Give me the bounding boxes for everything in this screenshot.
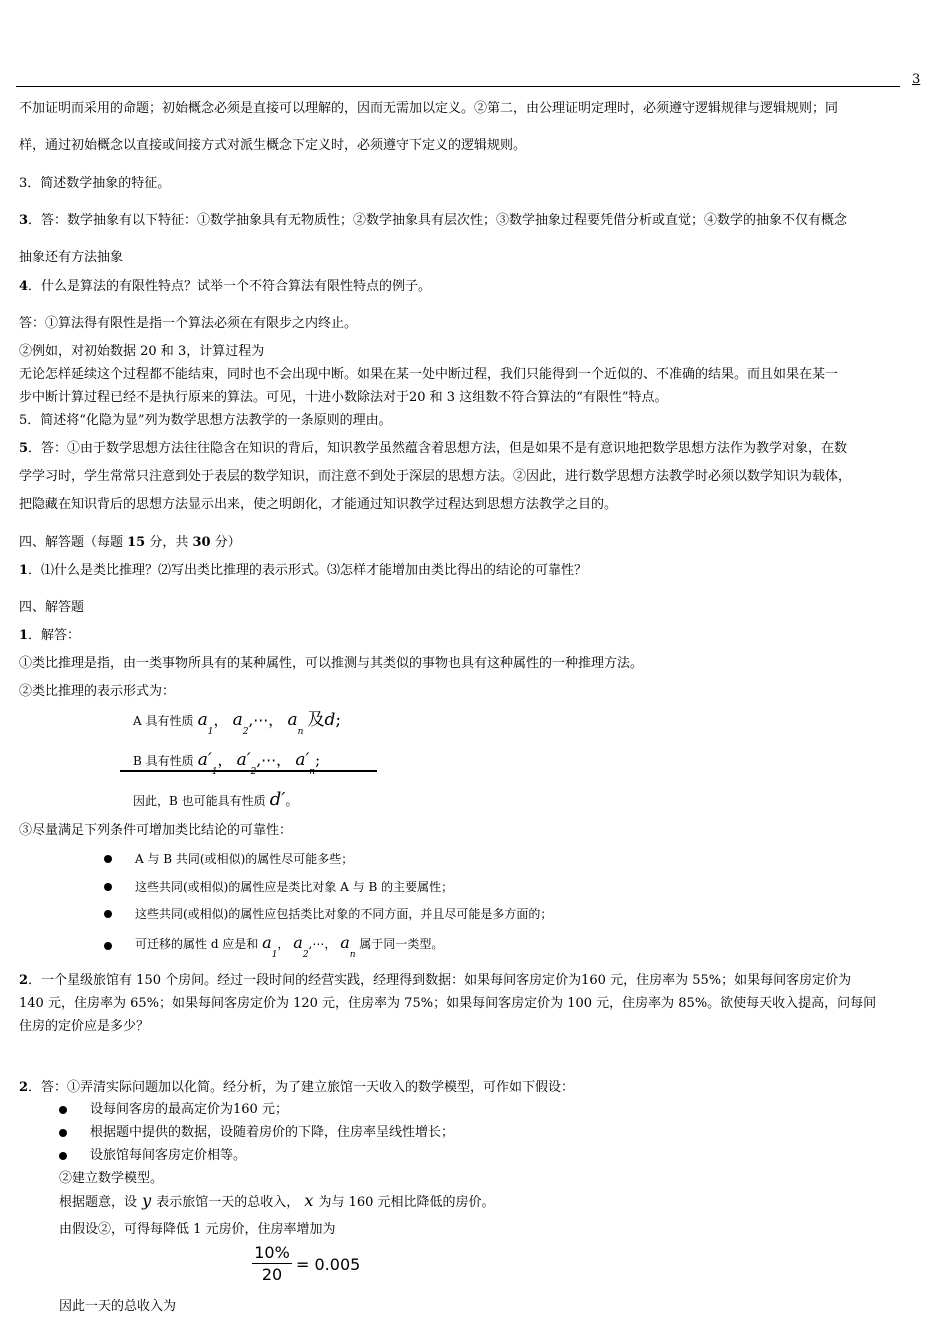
bullet-icon [104, 883, 112, 891]
formula-line-b: B 具有性质 $a'_1$， $a'_2,\cdots$， $a'_n$; [133, 750, 321, 777]
header-rule [16, 86, 900, 87]
bullet-icon [59, 1106, 67, 1114]
text-line: 140 元，住房率为 65%；如果每间客房定价为 120 元，住房率为 75%；如果每间客房定价为 100 元，住房率为 85%。欲使每天收入提高，问每间 [19, 996, 877, 1011]
fraction [252, 1243, 292, 1284]
bullet-icon [104, 942, 112, 950]
answer-1: 1．解答： [19, 628, 81, 643]
text-line: 学学习时，学生常常只注意到处于表层的数学知识，而注意不到处于深层的思想方法。②因此，进行数学思想方法教学时必须以数学知识为载体， [19, 469, 852, 484]
text-line: 把隐藏在知识背后的思想方法显示出来，使之明朗化，才能通过知识教学过程达到思想方法教学之目的。 [19, 497, 618, 512]
text-line: 住房的定价应是多少？ [19, 1019, 150, 1034]
question-1: 1．⑴什么是类比推理？⑵写出类比推理的表示形式。⑶怎样才能增加由类比得出的结论的可靠性？ [19, 563, 588, 578]
question-3: 3．简述数学抽象的特征。 [19, 176, 171, 191]
bullet-item: 设旅馆每间客房定价相等。 [90, 1148, 247, 1163]
question-4: 4．什么是算法的有限性特点？试举一个不符合算法有限性特点的例子。 [19, 279, 432, 294]
text-line: ②建立数学模型。 [59, 1171, 164, 1186]
text-line: 无论怎样延续这个过程都不能结束，同时也不会出现中断。如果在某一处中断过程，我们只能得到一个近似的、不准确的结果。而且如果在某一 [19, 367, 839, 382]
bullet-item: 这些共同(或相似)的属性应包括类比对象的不同方面，并且尽可能是多方面的； [135, 907, 553, 921]
bullet-item: 设每间客房的最高定价为160 元； [90, 1102, 288, 1117]
fraction-denominator: 20 [261, 1265, 283, 1284]
bullet-item: 根据题中提供的数据，设随着房价的下降，住房率呈线性增长； [90, 1125, 455, 1140]
bullet-icon [104, 910, 112, 918]
text-line: 不加证明而采用的命题；初始概念必须是直接可以理解的，因而无需加以定义。②第二，由公理证明定理时，必须遵守逻辑规律与逻辑规则；同 [19, 101, 839, 116]
text-line: ①类比推理是指，由一类事物所具有的某种属性，可以推测与其类似的事物也具有这种属性的一种推理方法。 [19, 656, 644, 671]
question-5: 5．简述将“化隐为显”列为数学思想方法教学的一条原则的理由。 [19, 413, 392, 428]
text-line: 样，通过初始概念以直接或间接方式对派生概念下定义时，必须遵守下定义的逻辑规则。 [19, 138, 527, 153]
section-heading: 四、解答题（每题 15 分，共 30 分） [19, 535, 241, 550]
answer-2: 2．答：①弄清实际问题加以化简。经分析，为了建立旅馆一天收入的数学模型，可作如下假设： [19, 1080, 575, 1095]
text-line: 步中断计算过程已经不是执行原来的算法。可见，十进小数除法对于20 和 3 这组数不符合算法的“有限性”特点。 [19, 390, 668, 405]
text-line: 由假设②，可得每降低 1 元房价，住房率增加为 [59, 1222, 336, 1237]
bullet-icon [59, 1152, 67, 1160]
text-line: ②类比推理的表示形式为： [19, 684, 176, 699]
answer-5: 5．答：①由于数学思想方法往往隐含在知识的背后，知识教学虽然蕴含着思想方法，但是如果不是有意识地把数学思想方法作为教学对象，在数 [19, 441, 848, 456]
bullet-icon [104, 855, 112, 863]
question-2: 2．一个星级旅馆有 150 个房间。经过一段时间的经营实践，经理得到数据：如果每间客房定价为160 元，住房率为 55%；如果每间客房定价为 [19, 973, 852, 988]
text-line: ③尽量满足下列条件可增加类比结论的可靠性： [19, 823, 293, 838]
formula-line-a: A 具有性质 $a_1$， $a_2,\cdots$， $a_n$ 及d; [133, 710, 342, 737]
bullet-item: 这些共同(或相似)的属性应是类比对象 A 与 B 的主要属性； [135, 880, 454, 894]
bullet-item: A 与 B 共同(或相似)的属性尽可能多些； [135, 852, 354, 866]
fraction-result: = 0.005 [296, 1255, 361, 1274]
bullet-icon [59, 1129, 67, 1137]
page-number: 3 [912, 72, 921, 87]
answer-3: 3．答：数学抽象有以下特征：①数学抽象具有无物质性；②数学抽象具有层次性；③数学抽象过程要凭借分析或直觉；④数学的抽象不仅有概念 [19, 213, 848, 228]
section-heading: 四、解答题 [19, 600, 85, 615]
text-line: 因此一天的总收入为 [59, 1299, 177, 1314]
text-line: 抽象还有方法抽象 [19, 250, 124, 265]
text-line: 根据题意，设 y 表示旅馆一天的总收入， x 为与 160 元相比降低的房价。 [59, 1191, 495, 1210]
formula-rule [120, 770, 377, 772]
formula-line-conclusion: 因此，B 也可能具有性质 d′。 [133, 789, 299, 810]
fraction-numerator: 10% [252, 1243, 292, 1264]
text-line: ②例如，对初始数据 20 和 3，计算过程为 [19, 344, 265, 359]
bullet-item: 可迁移的属性 d 应是和 $a_1$， $a_2,\cdots$， $a_n$ 属于同一类型。 [135, 933, 444, 960]
answer-4: 答：①算法得有限性是指一个算法必须在有限步之内终止。 [19, 316, 358, 331]
